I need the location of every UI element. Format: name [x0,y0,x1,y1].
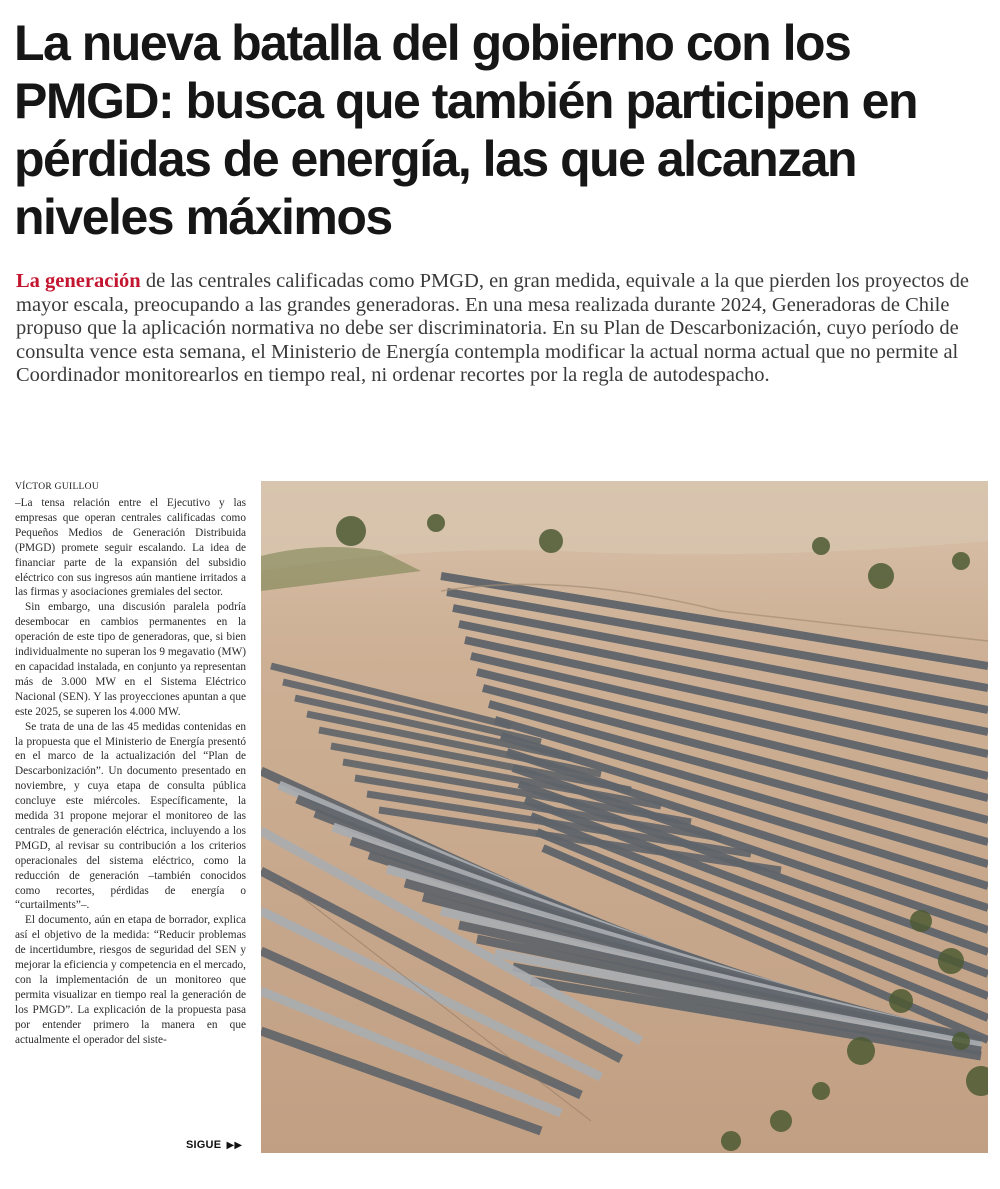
continue-marker [186,1139,242,1151]
tree [938,948,964,974]
tree [336,516,366,546]
body-paragraph: El documento, aún en etapa de borrador, explica así el objetivo de la medida: “Reducir problemas de incertidumbre, riesgos de seguridad del SEN y mejorar la eficiencia y competencia en el mercado, con la implementación de un monitoreo que permita visualizar en tiempo real la generación de los PMGD”. La explicación de la propuesta pasa por entender primero la manera en que actualmente el operador del siste- [15,914,246,1046]
body-paragraph: –La tensa relación entre el Ejecutivo y las empresas que operan centrales calificadas como Pequeños Medios de Generación Distribuida (PMGD) promete seguir escalando. La idea de financiar parte de la expansión del subsidio eléctrico con sus ingresos aún mantiene irritados a las firmas y asociaciones gremiales del sector. [15,497,246,599]
article-lead [16,270,988,388]
article-body-column [15,496,246,1126]
article-headline: La nueva batalla del gobierno con los PMGD: busca que también participen en pérdidas de energía, las que alcanzan niveles máximos [14,15,917,245]
tree [889,989,913,1013]
lead-kicker: La generación [16,270,141,292]
double-arrow-right-icon: ▶▶ [226,1140,243,1151]
tree [721,1131,741,1151]
tree [952,552,970,570]
continue-label: SIGUE [186,1139,222,1151]
body-paragraph: Sin embargo, una discusión paralela podría desembocar en cambios permanentes en la operación de este tipo de generadoras, que, si bien individualmente no superan los 9 megavatio (MW) en capacidad instalada, en conjunto ya representan más de 3.000 MW en el Sistema Eléctrico Nacional (SEN). Y las proyecciones apuntan a que este 2025, se superen los 4.000 MW. [15,601,246,718]
tree [427,514,445,532]
tree [770,1110,792,1132]
tree [812,537,830,555]
tree [847,1037,875,1065]
tree [952,1032,970,1050]
solar-farm-photo [261,481,988,1153]
tree [539,529,563,553]
solar-farm-illustration [261,481,988,1153]
tree [812,1082,830,1100]
article-byline: VÍCTOR GUILLOU [15,482,99,492]
tree [868,563,894,589]
tree [910,910,932,932]
body-paragraph: Se trata de una de las 45 medidas contenidas en la propuesta que el Ministerio de Energía presentó en el marco de la actualización del “Plan de Descarbonización”. Un documento presentado en noviembre, y cuya etapa de consulta pública concluye este miércoles. Específicamente, la medida 31 propone mejorar el monitoreo de las centrales de generación eléctrica, incluyendo a los PMGD, al revisar su contribución a los criterios operacionales del sistema eléctrico, como la reducción de generación –también conocidos como recortes, pérdidas de energía o “curtailments”–. [15,720,246,912]
lead-text: de las centrales calificadas como PMGD, en gran medida, equivale a la que pierden los proyectos de mayor escala, preocupando a las grandes generadoras. En una mesa realizada durante 2024, Generadoras de Chile propuso que la aplicación normativa no debe ser discriminatoria. En su Plan de Descarbonización, cuyo período de consulta vence esta semana, el Ministerio de Energía contempla modificar la actual norma actual que no permite al Coordinador monitorearlos en tiempo real, ni ordenar recortes por la regla de autodespacho. [16,270,969,386]
